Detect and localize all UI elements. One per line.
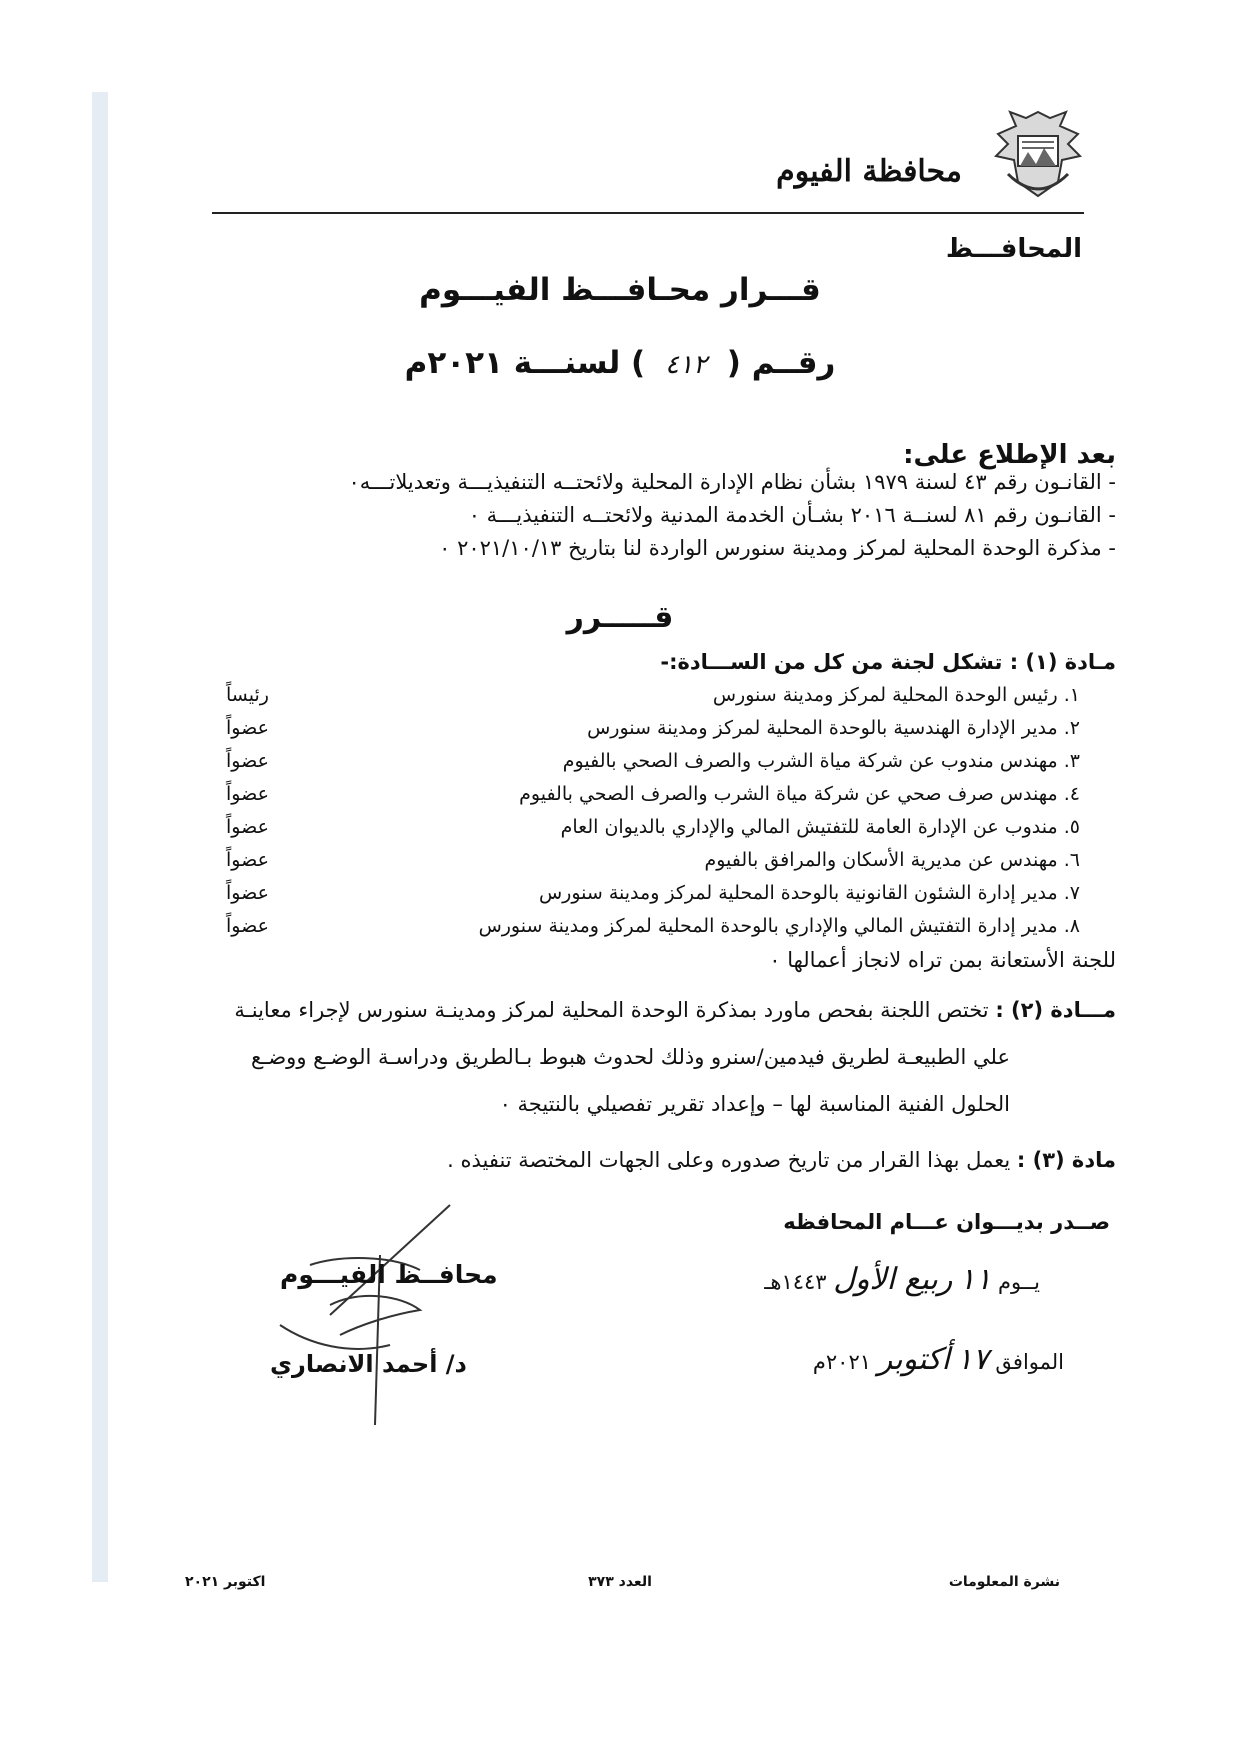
preamble-heading: بعد الإطلاع على: (903, 440, 1116, 470)
greg-day: ١٧ (956, 1342, 989, 1377)
header-divider (212, 212, 1084, 214)
member-title: مندوب عن الإدارة العامة للتفتيش المالي والإداري بالديوان العام (560, 816, 1058, 838)
hijri-month: ربيع الأول (833, 1262, 953, 1297)
hijri-day: ١١ (959, 1262, 992, 1297)
member-title: مدير إدارة التفتيش المالي والإداري بالوحدة المحلية لمركز ومدينة سنورس (478, 915, 1058, 937)
committee-member (563, 750, 1080, 772)
decided-heading: قـــــرر (566, 600, 674, 635)
footer-publication: نشرة المعلومات (948, 1574, 1060, 1590)
member-title: مهندس مندوب عن شركة مياة الشرب والصرف الصحي بالفيوم (562, 750, 1058, 772)
greg-year: ٢٠٢١م (812, 1350, 872, 1374)
member-title: مدير إدارة الشئون القانونية بالوحدة المحلية لمركز ومدينة سنورس (538, 882, 1058, 904)
member-number: ٣. (1063, 750, 1080, 772)
committee-member (587, 717, 1080, 739)
article-2-text-1: تختص اللجنة بفحص ماورد بمذكرة الوحدة المحلية لمركز ومدينـة سنورس لإجراء معاينـة (234, 998, 989, 1022)
member-title: مدير الإدارة الهندسية بالوحدة المحلية لمركز ومدينة سنورس (587, 717, 1058, 739)
member-role: عضواً (226, 882, 269, 904)
preamble-item: - القانـون رقم ٨١ لسنــة ٢٠١٦ بشـأن الخدمة المدنية ولائحتــه التنفيذيـــة ٠ (468, 503, 1116, 527)
article-3-heading: مادة (٣) : (1016, 1148, 1116, 1172)
member-role: عضواً (226, 750, 269, 772)
decision-number-value: ٤١٢ (665, 350, 707, 380)
member-number: ٨. (1063, 915, 1080, 937)
member-number: ٤. (1063, 783, 1080, 805)
article-2-line-2: علي الطبيعـة لطريق فيدمين/سنرو وذلك لحدوث هبوط بـالطريق ودراسـة الوضـع ووضـع (251, 1045, 1010, 1069)
member-role: عضواً (226, 717, 269, 739)
member-number: ٧. (1063, 882, 1080, 904)
committee-assistance-note: للجنة الأستعانة بمن تراه لانجاز أعمالها ٠ (769, 948, 1116, 972)
decision-number (0, 345, 1240, 381)
handwritten-signature-icon (270, 1195, 470, 1435)
preamble-item: - مذكرة الوحدة المحلية لمركز ومدينة سنورس الواردة لنا بتاريخ ٢٠٢١/١٠/١٣ ٠ (439, 536, 1116, 560)
article-3 (447, 1148, 1116, 1172)
hijri-date (764, 1262, 1040, 1297)
member-number: ١. (1063, 684, 1080, 706)
greg-month: أكتوبر (877, 1342, 950, 1377)
gregorian-date (813, 1342, 1064, 1377)
member-role: رئيساً (226, 684, 269, 706)
committee-member (561, 816, 1080, 838)
footer-issue: العدد ٣٧٣ (588, 1574, 652, 1590)
committee-member (519, 783, 1080, 805)
committee-member (479, 915, 1080, 937)
issued-at: صــدر بديـــوان عـــام المحافظه (783, 1210, 1110, 1234)
decision-number-suffix: ) لسنـــة ٢٠٢١م (404, 345, 646, 381)
hijri-year: ١٤٤٣هـ (764, 1270, 827, 1294)
member-number: ٢. (1063, 717, 1080, 739)
member-number: ٦. (1063, 849, 1080, 871)
article-2-line-1 (234, 998, 1116, 1022)
preamble-item: - القانـون رقم ٤٣ لسنة ١٩٧٩ بشأن نظام الإدارة المحلية ولائحتــه التنفيذيـــة وتعديلاتـــه٠ (348, 470, 1116, 494)
article-2-heading: مـــادة (٢) : (995, 998, 1116, 1022)
hijri-prefix: يــوم (998, 1270, 1040, 1294)
governorate-emblem-icon (988, 104, 1088, 204)
governor-label: المحافـــظ (945, 234, 1082, 264)
member-role: عضواً (226, 783, 269, 805)
article-2-line-3: الحلول الفنية المناسبة لها – وإعداد تقرير تفصيلي بالنتيجة ٠ (499, 1092, 1010, 1116)
committee-member (539, 882, 1080, 904)
committee-member (713, 684, 1080, 706)
footer-date: اكتوبر ٢٠٢١ (185, 1574, 266, 1590)
member-title: مهندس صرف صحي عن شركة مياة الشرب والصرف الصحي بالفيوم (519, 783, 1058, 805)
article-3-text: يعمل بهذا القرار من تاريخ صدوره وعلى الجهات المختصة تنفيذه . (447, 1148, 1011, 1172)
signatory-title: محافــظ الفيـــوم (280, 1260, 498, 1289)
governorate-name: محافظة الفيوم (776, 154, 962, 189)
member-role: عضواً (226, 849, 269, 871)
article-1-heading: مـادة (١) : تشكل لجنة من كل من الســـادة:- (660, 650, 1116, 674)
member-title: مهندس عن مديرية الأسكان والمرافق بالفيوم (704, 849, 1058, 871)
signatory-name: د/ أحمد الانصاري (270, 1350, 467, 1378)
member-number: ٥. (1063, 816, 1080, 838)
committee-member (704, 849, 1080, 871)
decision-number-prefix: رقــم ( (726, 345, 836, 381)
member-role: عضواً (226, 915, 269, 937)
decision-title: قـــرار محـافـــظ الفيـــوم (419, 272, 821, 308)
greg-prefix: الموافق (995, 1350, 1064, 1374)
member-role: عضواً (226, 816, 269, 838)
member-title: رئيس الوحدة المحلية لمركز ومدينة سنورس (712, 684, 1058, 706)
